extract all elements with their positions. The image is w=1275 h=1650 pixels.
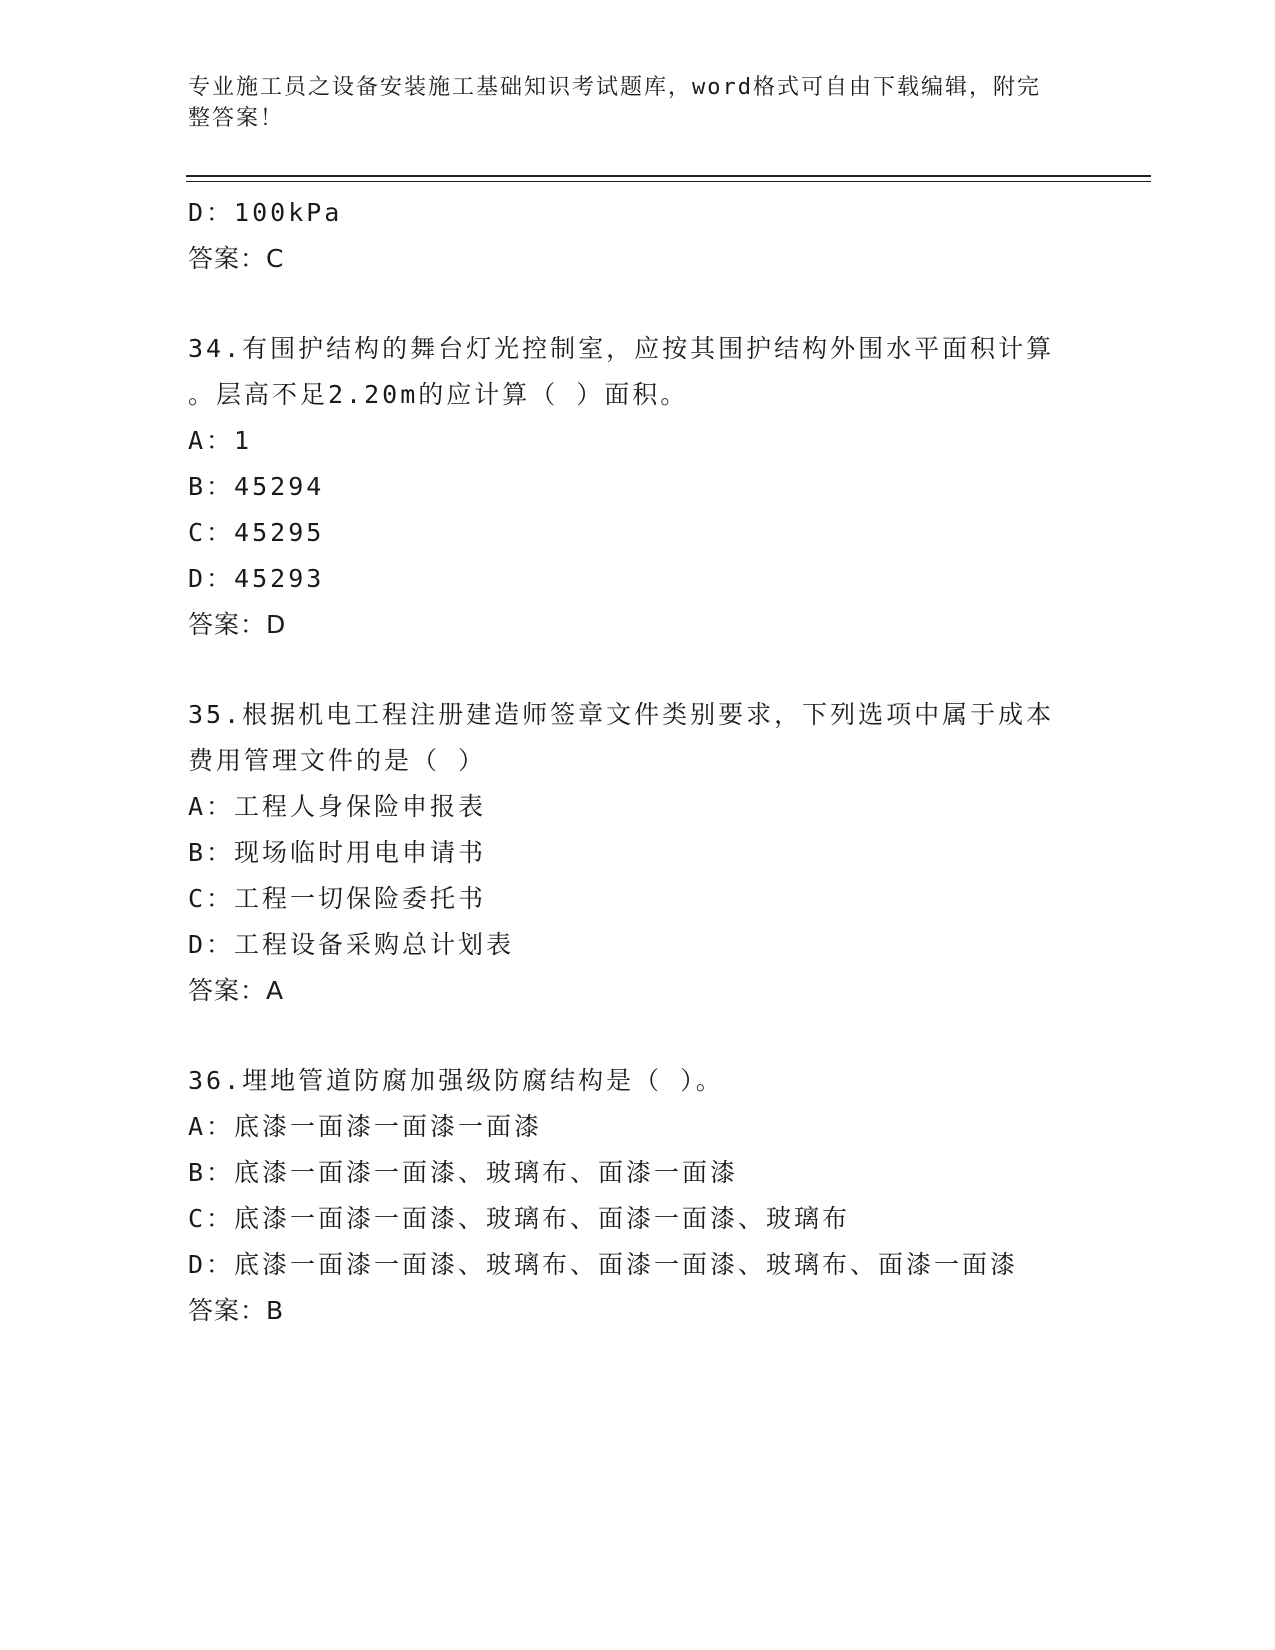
question-36 <box>188 1058 1088 1334</box>
question-35 <box>188 692 1088 1014</box>
option-d: D：100kPa <box>188 198 343 227</box>
option-d: D：45293 <box>188 564 325 593</box>
question-stem-line: 34.有围护结构的舞台灯光控制室，应按其围护结构外围水平面积计算 <box>188 334 1055 363</box>
question-list <box>188 190 1088 1334</box>
answer-line: 答案：B <box>188 1296 285 1325</box>
document-header <box>188 72 1068 134</box>
question-stem-line: 36.埋地管道防腐加强级防腐结构是（ ）。 <box>188 1066 724 1095</box>
spacer <box>188 1014 1088 1058</box>
header-line-1: 专业施工员之设备安装施工基础知识考试题库，word格式可自由下载编辑，附完 <box>188 75 1041 100</box>
header-divider-thick <box>186 175 1151 177</box>
option-b: B：45294 <box>188 472 325 501</box>
option-b: B：现场临时用电申请书 <box>188 838 487 867</box>
header-divider-thin <box>186 181 1151 182</box>
option-c: C：45295 <box>188 518 325 547</box>
question-34 <box>188 326 1088 648</box>
option-d: D：工程设备采购总计划表 <box>188 930 515 959</box>
option-a: A：底漆一面漆一面漆一面漆 <box>188 1112 543 1141</box>
answer-line: 答案：D <box>188 610 287 639</box>
spacer <box>188 648 1088 692</box>
option-d: D：底漆一面漆一面漆、玻璃布、面漆一面漆、玻璃布、面漆一面漆 <box>188 1250 1019 1279</box>
header-line-2: 整答案！ <box>188 106 285 131</box>
option-a: A：工程人身保险申报表 <box>188 792 487 821</box>
option-c: C：工程一切保险委托书 <box>188 884 487 913</box>
previous-question-tail <box>188 190 1088 282</box>
answer-line: 答案：A <box>188 976 285 1005</box>
question-stem-line: 费用管理文件的是（ ） <box>188 746 487 775</box>
spacer <box>188 282 1088 326</box>
question-stem-line: 。层高不足2.20m的应计算（ ）面积。 <box>188 380 689 409</box>
option-c: C：底漆一面漆一面漆、玻璃布、面漆一面漆、玻璃布 <box>188 1204 851 1233</box>
question-stem-line: 35.根据机电工程注册建造师签章文件类别要求，下列选项中属于成本 <box>188 700 1055 729</box>
answer-line: 答案：C <box>188 244 285 273</box>
option-b: B：底漆一面漆一面漆、玻璃布、面漆一面漆 <box>188 1158 739 1187</box>
option-a: A：1 <box>188 426 253 455</box>
